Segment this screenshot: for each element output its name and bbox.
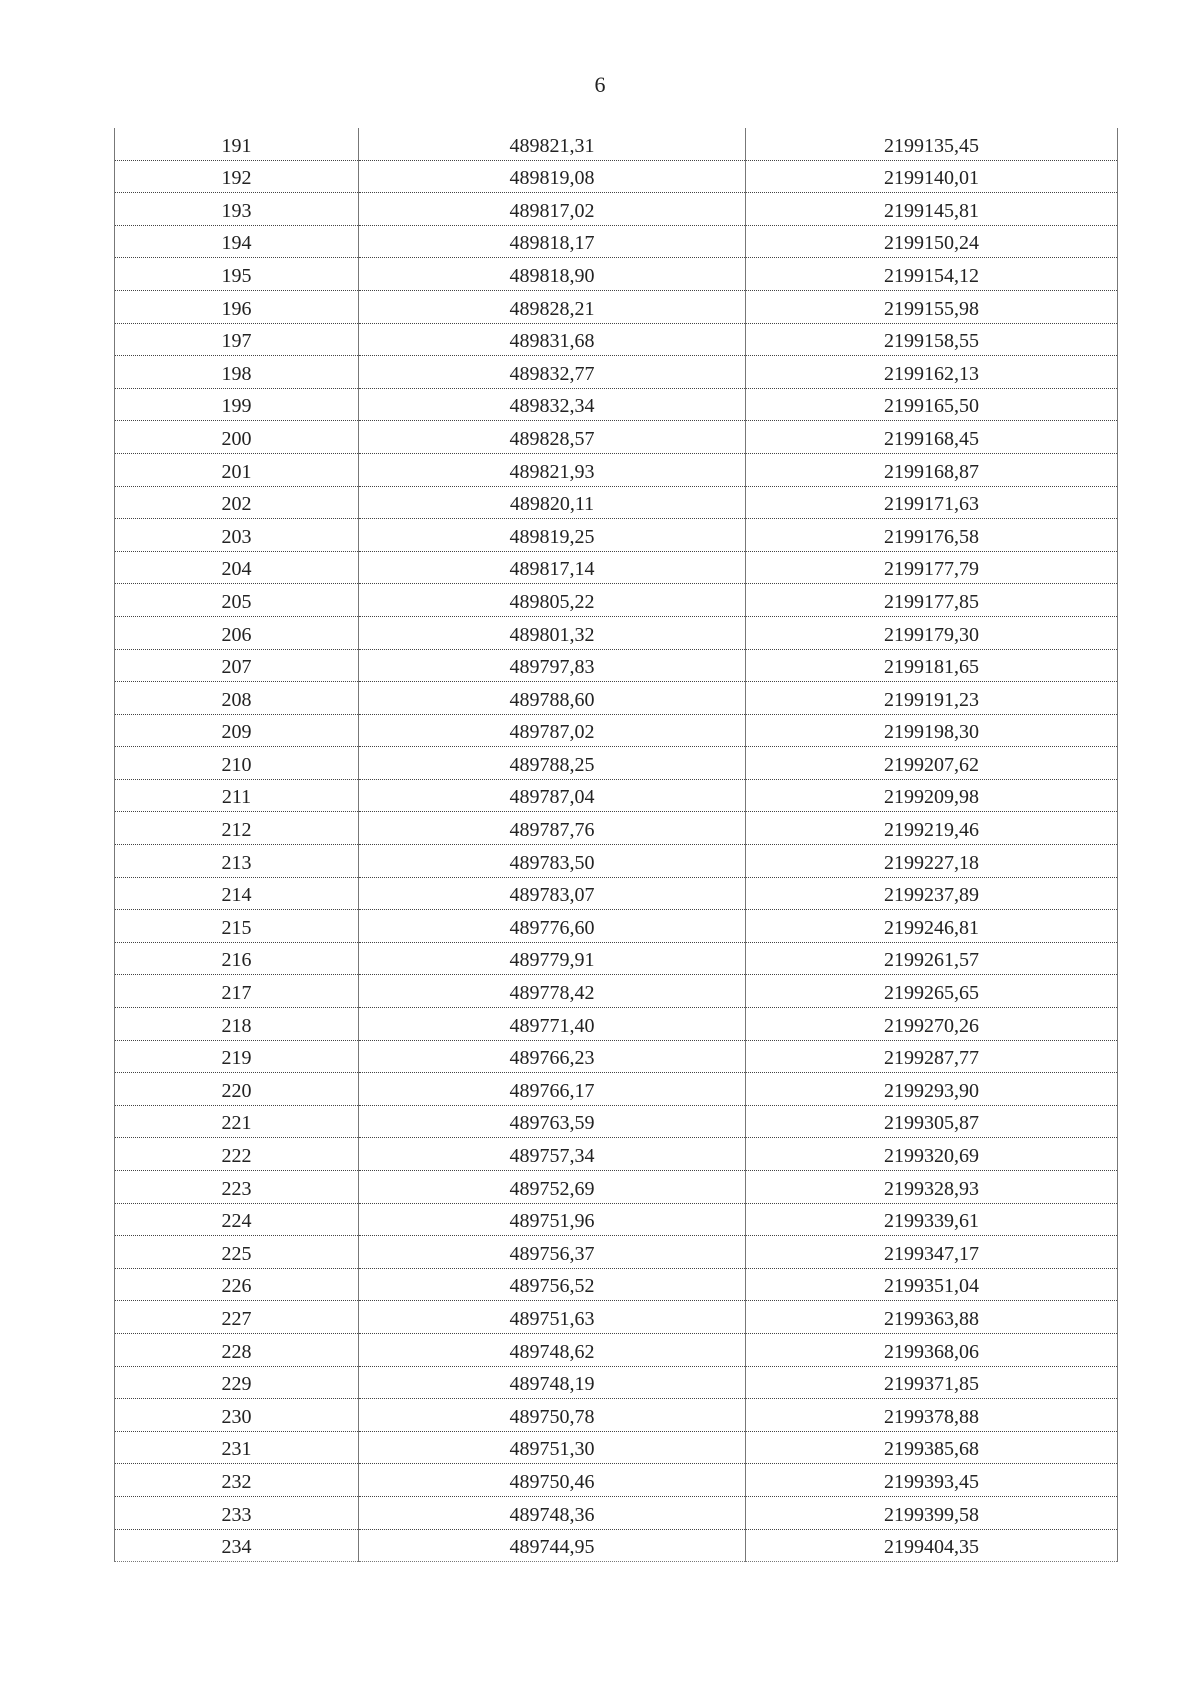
y-coordinate-cell: 2199371,85 (746, 1366, 1118, 1399)
point-number-cell: 200 (115, 421, 359, 454)
y-coordinate-cell: 2199385,68 (746, 1431, 1118, 1464)
table-row (115, 714, 1118, 747)
y-coordinate-cell: 2199219,46 (746, 812, 1118, 845)
x-coordinate-cell: 489817,14 (359, 551, 746, 584)
table-row (115, 225, 1118, 258)
y-coordinate-cell: 2199171,63 (746, 486, 1118, 519)
table-row (115, 258, 1118, 291)
table-row (115, 649, 1118, 682)
table-row (115, 1464, 1118, 1497)
y-coordinate-cell: 2199168,45 (746, 421, 1118, 454)
y-coordinate-cell: 2199270,26 (746, 1008, 1118, 1041)
table-row (115, 453, 1118, 486)
y-coordinate-cell: 2199158,55 (746, 323, 1118, 356)
x-coordinate-cell: 489751,30 (359, 1431, 746, 1464)
x-coordinate-cell: 489748,36 (359, 1496, 746, 1529)
point-number-cell: 207 (115, 649, 359, 682)
table-row (115, 877, 1118, 910)
point-number-cell: 192 (115, 160, 359, 193)
y-coordinate-cell: 2199207,62 (746, 747, 1118, 780)
x-coordinate-cell: 489801,32 (359, 616, 746, 649)
y-coordinate-cell: 2199320,69 (746, 1138, 1118, 1171)
x-coordinate-cell: 489817,02 (359, 193, 746, 226)
table-row (115, 616, 1118, 649)
point-number-cell: 201 (115, 453, 359, 486)
x-coordinate-cell: 489778,42 (359, 975, 746, 1008)
y-coordinate-cell: 2199150,24 (746, 225, 1118, 258)
x-coordinate-cell: 489757,34 (359, 1138, 746, 1171)
y-coordinate-cell: 2199261,57 (746, 942, 1118, 975)
point-number-cell: 232 (115, 1464, 359, 1497)
point-number-cell: 226 (115, 1268, 359, 1301)
point-number-cell: 224 (115, 1203, 359, 1236)
y-coordinate-cell: 2199399,58 (746, 1496, 1118, 1529)
x-coordinate-cell: 489766,23 (359, 1040, 746, 1073)
x-coordinate-cell: 489783,50 (359, 845, 746, 878)
table-row (115, 1301, 1118, 1334)
point-number-cell: 214 (115, 877, 359, 910)
x-coordinate-cell: 489748,19 (359, 1366, 746, 1399)
x-coordinate-cell: 489751,96 (359, 1203, 746, 1236)
x-coordinate-cell: 489805,22 (359, 584, 746, 617)
point-number-cell: 219 (115, 1040, 359, 1073)
point-number-cell: 208 (115, 682, 359, 715)
x-coordinate-cell: 489788,60 (359, 682, 746, 715)
point-number-cell: 228 (115, 1333, 359, 1366)
y-coordinate-cell: 2199191,23 (746, 682, 1118, 715)
x-coordinate-cell: 489788,25 (359, 747, 746, 780)
table-row (115, 1529, 1118, 1562)
y-coordinate-cell: 2199393,45 (746, 1464, 1118, 1497)
point-number-cell: 199 (115, 388, 359, 421)
table-row (115, 942, 1118, 975)
point-number-cell: 196 (115, 290, 359, 323)
x-coordinate-cell: 489797,83 (359, 649, 746, 682)
table-row (115, 1399, 1118, 1432)
y-coordinate-cell: 2199305,87 (746, 1105, 1118, 1138)
x-coordinate-cell: 489751,63 (359, 1301, 746, 1334)
x-coordinate-cell: 489787,02 (359, 714, 746, 747)
point-number-cell: 204 (115, 551, 359, 584)
y-coordinate-cell: 2199145,81 (746, 193, 1118, 226)
point-number-cell: 223 (115, 1171, 359, 1204)
table-row (115, 747, 1118, 780)
table-row (115, 1236, 1118, 1269)
point-number-cell: 230 (115, 1399, 359, 1432)
table-row (115, 160, 1118, 193)
y-coordinate-cell: 2199404,35 (746, 1529, 1118, 1562)
x-coordinate-cell: 489820,11 (359, 486, 746, 519)
y-coordinate-cell: 2199287,77 (746, 1040, 1118, 1073)
table-row (115, 1073, 1118, 1106)
table-row (115, 519, 1118, 552)
table-row (115, 584, 1118, 617)
table-row (115, 486, 1118, 519)
y-coordinate-cell: 2199177,85 (746, 584, 1118, 617)
x-coordinate-cell: 489779,91 (359, 942, 746, 975)
x-coordinate-cell: 489750,78 (359, 1399, 746, 1432)
x-coordinate-cell: 489831,68 (359, 323, 746, 356)
x-coordinate-cell: 489832,77 (359, 356, 746, 389)
y-coordinate-cell: 2199177,79 (746, 551, 1118, 584)
table-row (115, 1333, 1118, 1366)
table-row (115, 975, 1118, 1008)
y-coordinate-cell: 2199351,04 (746, 1268, 1118, 1301)
coordinates-table-body (115, 128, 1118, 1562)
y-coordinate-cell: 2199347,17 (746, 1236, 1118, 1269)
y-coordinate-cell: 2199339,61 (746, 1203, 1118, 1236)
x-coordinate-cell: 489821,93 (359, 453, 746, 486)
point-number-cell: 215 (115, 910, 359, 943)
y-coordinate-cell: 2199179,30 (746, 616, 1118, 649)
table-row (115, 388, 1118, 421)
x-coordinate-cell: 489787,76 (359, 812, 746, 845)
point-number-cell: 222 (115, 1138, 359, 1171)
x-coordinate-cell: 489756,52 (359, 1268, 746, 1301)
point-number-cell: 209 (115, 714, 359, 747)
x-coordinate-cell: 489818,90 (359, 258, 746, 291)
x-coordinate-cell: 489819,08 (359, 160, 746, 193)
y-coordinate-cell: 2199237,89 (746, 877, 1118, 910)
point-number-cell: 213 (115, 845, 359, 878)
x-coordinate-cell: 489821,31 (359, 128, 746, 160)
point-number-cell: 227 (115, 1301, 359, 1334)
table-row (115, 1366, 1118, 1399)
x-coordinate-cell: 489750,46 (359, 1464, 746, 1497)
y-coordinate-cell: 2199368,06 (746, 1333, 1118, 1366)
point-number-cell: 195 (115, 258, 359, 291)
y-coordinate-cell: 2199168,87 (746, 453, 1118, 486)
point-number-cell: 221 (115, 1105, 359, 1138)
table-row (115, 290, 1118, 323)
point-number-cell: 211 (115, 779, 359, 812)
x-coordinate-cell: 489771,40 (359, 1008, 746, 1041)
y-coordinate-cell: 2199293,90 (746, 1073, 1118, 1106)
y-coordinate-cell: 2199135,45 (746, 128, 1118, 160)
point-number-cell: 202 (115, 486, 359, 519)
table-row (115, 421, 1118, 454)
table-row (115, 356, 1118, 389)
table-row (115, 1105, 1118, 1138)
point-number-cell: 216 (115, 942, 359, 975)
y-coordinate-cell: 2199328,93 (746, 1171, 1118, 1204)
x-coordinate-cell: 489828,21 (359, 290, 746, 323)
point-number-cell: 220 (115, 1073, 359, 1106)
x-coordinate-cell: 489763,59 (359, 1105, 746, 1138)
page-number: 6 (594, 72, 606, 97)
x-coordinate-cell: 489776,60 (359, 910, 746, 943)
point-number-cell: 205 (115, 584, 359, 617)
table-row (115, 551, 1118, 584)
point-number-cell: 198 (115, 356, 359, 389)
point-number-cell: 210 (115, 747, 359, 780)
table-row (115, 779, 1118, 812)
table-row (115, 128, 1118, 160)
y-coordinate-cell: 2199176,58 (746, 519, 1118, 552)
table-row (115, 1040, 1118, 1073)
point-number-cell: 231 (115, 1431, 359, 1464)
point-number-cell: 218 (115, 1008, 359, 1041)
x-coordinate-cell: 489748,62 (359, 1333, 746, 1366)
y-coordinate-cell: 2199265,65 (746, 975, 1118, 1008)
point-number-cell: 193 (115, 193, 359, 226)
x-coordinate-cell: 489752,69 (359, 1171, 746, 1204)
point-number-cell: 194 (115, 225, 359, 258)
table-row (115, 1138, 1118, 1171)
y-coordinate-cell: 2199140,01 (746, 160, 1118, 193)
point-number-cell: 233 (115, 1496, 359, 1529)
point-number-cell: 229 (115, 1366, 359, 1399)
x-coordinate-cell: 489828,57 (359, 421, 746, 454)
y-coordinate-cell: 2199198,30 (746, 714, 1118, 747)
y-coordinate-cell: 2199246,81 (746, 910, 1118, 943)
x-coordinate-cell: 489783,07 (359, 877, 746, 910)
table-row (115, 1008, 1118, 1041)
point-number-cell: 206 (115, 616, 359, 649)
y-coordinate-cell: 2199209,98 (746, 779, 1118, 812)
table-row (115, 1171, 1118, 1204)
y-coordinate-cell: 2199181,65 (746, 649, 1118, 682)
x-coordinate-cell: 489744,95 (359, 1529, 746, 1562)
table-row (115, 193, 1118, 226)
table-row (115, 845, 1118, 878)
y-coordinate-cell: 2199378,88 (746, 1399, 1118, 1432)
y-coordinate-cell: 2199363,88 (746, 1301, 1118, 1334)
table-row (115, 1431, 1118, 1464)
point-number-cell: 212 (115, 812, 359, 845)
coordinates-table (114, 128, 1118, 1562)
table-row (115, 812, 1118, 845)
table-row (115, 1203, 1118, 1236)
table-row (115, 910, 1118, 943)
point-number-cell: 217 (115, 975, 359, 1008)
x-coordinate-cell: 489787,04 (359, 779, 746, 812)
x-coordinate-cell: 489766,17 (359, 1073, 746, 1106)
table-row (115, 323, 1118, 356)
y-coordinate-cell: 2199165,50 (746, 388, 1118, 421)
point-number-cell: 191 (115, 128, 359, 160)
x-coordinate-cell: 489819,25 (359, 519, 746, 552)
table-row (115, 1268, 1118, 1301)
x-coordinate-cell: 489818,17 (359, 225, 746, 258)
point-number-cell: 197 (115, 323, 359, 356)
y-coordinate-cell: 2199227,18 (746, 845, 1118, 878)
point-number-cell: 203 (115, 519, 359, 552)
table-row (115, 682, 1118, 715)
point-number-cell: 225 (115, 1236, 359, 1269)
x-coordinate-cell: 489756,37 (359, 1236, 746, 1269)
x-coordinate-cell: 489832,34 (359, 388, 746, 421)
y-coordinate-cell: 2199154,12 (746, 258, 1118, 291)
y-coordinate-cell: 2199162,13 (746, 356, 1118, 389)
point-number-cell: 234 (115, 1529, 359, 1562)
y-coordinate-cell: 2199155,98 (746, 290, 1118, 323)
table-row (115, 1496, 1118, 1529)
